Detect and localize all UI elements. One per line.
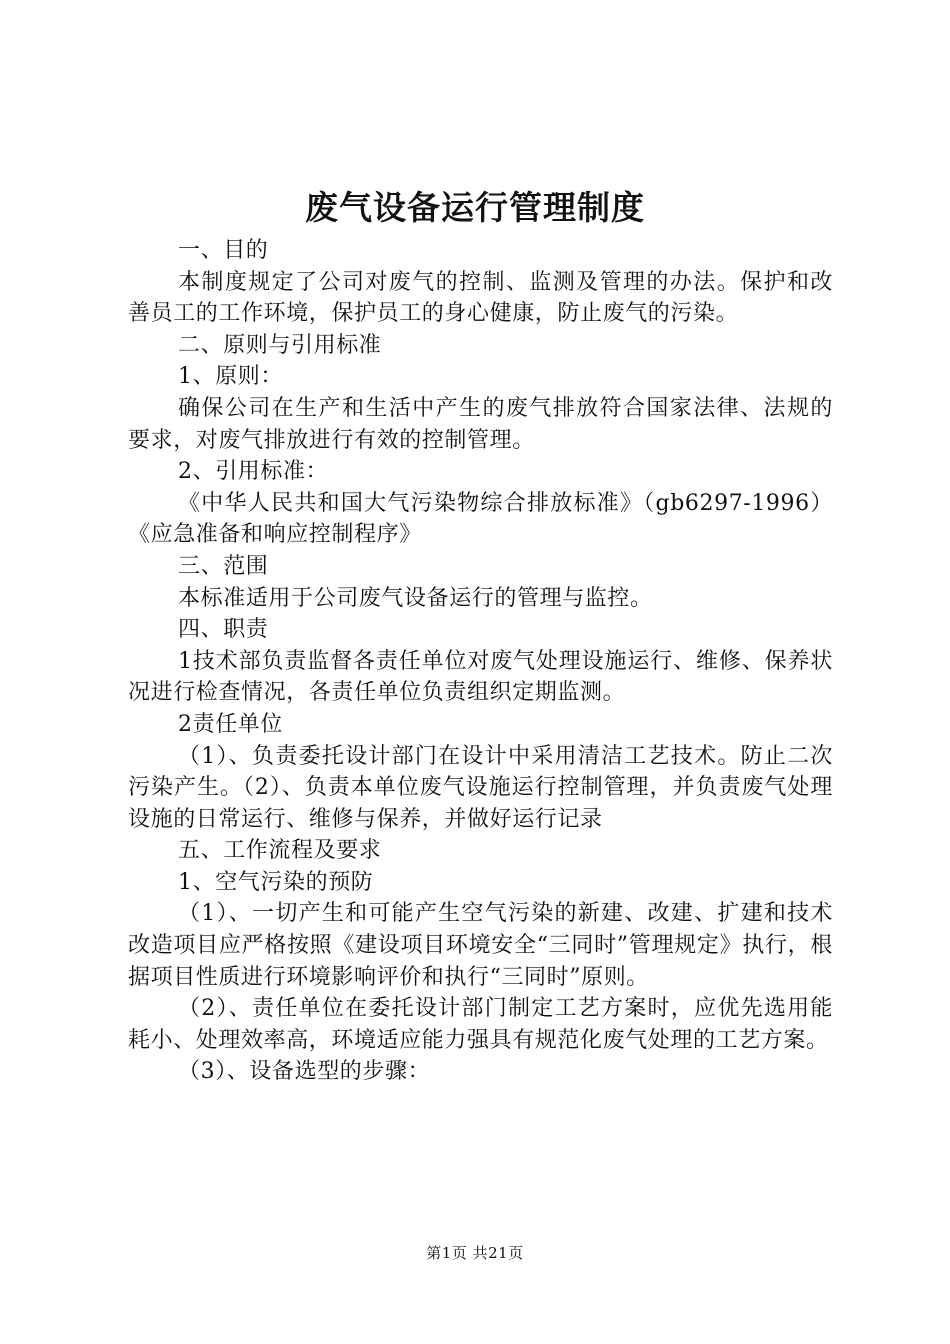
paragraph-standards: 《中华人民共和国大气污染物综合排放标准》（gb6297-1996）《应急准备和响应控制程序》 bbox=[128, 490, 833, 548]
paragraph-prevention-2: （2）、责任单位在委托设计部门制定工艺方案时，应优先选用能耗小、处理效率高，环境适应能力强具有规范化废气处理的工艺方案。 bbox=[128, 996, 833, 1053]
page-footer: 第1页 共21页 bbox=[426, 1244, 524, 1262]
paragraph-scope: 本标准适用于公司废气设备运行的管理与监控。 bbox=[178, 585, 653, 611]
paragraph-responsible-unit: （1）、负责委托设计部门在设计中采用清洁工艺技术。防止二次污染产生。（2）、负责本单位废气设施运行控制管理，并负责废气处理设施的日常运行、维修与保养，并做好运行记录 bbox=[128, 743, 833, 832]
document-title: 废气设备运行管理制度 bbox=[305, 188, 645, 227]
paragraph-prevention-1: （1）、一切产生和可能产生空气污染的新建、改建、扩建和技术改造项目应严格按照《建设项目环境安全“三同时”管理规定》执行，根据项目性质进行环境影响评价和执行“三同时”原则。 bbox=[128, 901, 833, 990]
section-heading-workflow: 五、工作流程及要求 bbox=[178, 838, 382, 864]
paragraph-principle: 确保公司在生产和生活中产生的废气排放符合国家法律、法规的要求，对废气排放进行有效的控制管理。 bbox=[128, 395, 833, 453]
section-heading-duties: 四、职责 bbox=[178, 617, 269, 643]
paragraph-duty-technical: 1技术部负责监督各责任单位对废气处理设施运行、维修、保养状况进行检查情况，各责任单位负责组织定期监测。 bbox=[128, 648, 833, 706]
section-heading-purpose: 一、目的 bbox=[178, 238, 269, 263]
section-heading-scope: 三、范围 bbox=[178, 553, 269, 579]
subheading-principle: 1、原则： bbox=[178, 364, 283, 390]
paragraph-prevention-3: （3）、设备选型的步骤： bbox=[178, 1059, 431, 1085]
subheading-prevention: 1、空气污染的预防 bbox=[178, 869, 374, 895]
section-heading-principles: 二、原则与引用标准 bbox=[178, 332, 382, 358]
subheading-standards: 2、引用标准： bbox=[178, 459, 329, 485]
subheading-responsible-unit: 2责任单位 bbox=[178, 711, 283, 737]
paragraph-purpose: 本制度规定了公司对废气的控制、监测及管理的办法。保护和改善员工的工作环境，保护员工的身心健康，防止废气的污染。 bbox=[128, 269, 833, 327]
document-body bbox=[128, 235, 833, 1088]
